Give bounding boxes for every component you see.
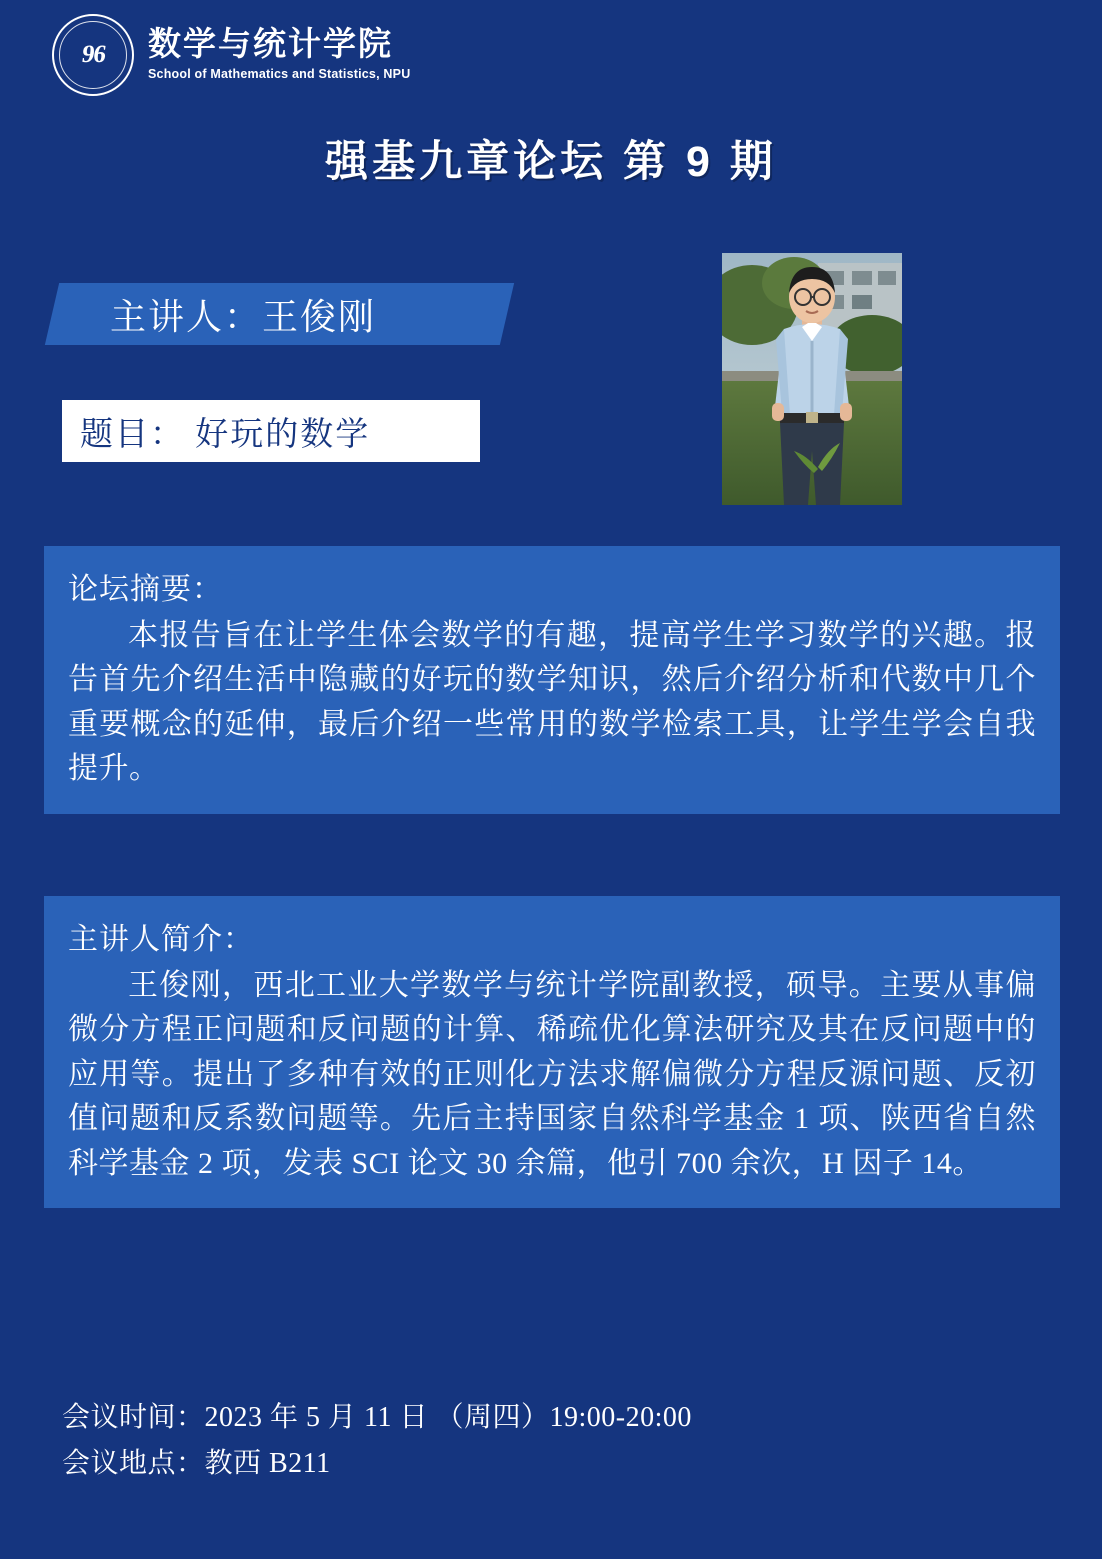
school-seal-icon — [52, 14, 134, 96]
school-name-cn: 数学与统计学院 — [148, 27, 393, 64]
topic-label: 题目： 好玩的数学 — [80, 416, 371, 453]
topic-box — [62, 400, 480, 462]
seal-number: 96 — [79, 41, 107, 68]
bio-panel — [44, 896, 1060, 1208]
school-name-en: School of Mathematics and Statistics, NPU — [148, 67, 411, 82]
bio-heading: 主讲人简介： — [68, 923, 254, 956]
abstract-heading: 论坛摘要： — [68, 573, 223, 606]
speaker-portrait — [722, 253, 902, 505]
abstract-body: 本报告旨在让学生体会数学的有趣，提高学生学习数学的兴趣。报告首先介绍生活中隐藏的好玩的数学知识，然后介绍分析和代数中几个重要概念的延伸，最后介绍一些常用的数学检索工具，让学生学会自我提升。 — [68, 619, 1036, 786]
logo-text-block — [148, 29, 410, 81]
header-logo — [52, 14, 410, 96]
portrait-image — [722, 253, 902, 505]
meeting-place: 会议地点：教西 B211 — [62, 1448, 331, 1480]
speaker-label: 主讲人：王俊刚 — [110, 296, 377, 337]
abstract-panel — [44, 546, 1060, 814]
meeting-time: 会议时间：2023 年 5 月 11 日 （周四）19:00-20:00 — [62, 1402, 692, 1433]
meeting-info — [62, 1395, 692, 1487]
bio-body: 王俊刚，西北工业大学数学与统计学院副教授，硕导。主要从事偏微分方程正问题和反问题的计算、稀疏优化算法研究及其在反问题中的应用等。提出了多种有效的正则化方法求解偏微分方程反源问题、反初值问题和反系数问题等。先后主持国家自然科学基金 1 项、陕西省自然科学基金 2 项，发表 SCI 论文 30 余篇，他引 700 余次，H 因子 14。 — [68, 969, 1036, 1180]
page-title: 强基九章论坛 第 9 期 — [325, 138, 777, 186]
